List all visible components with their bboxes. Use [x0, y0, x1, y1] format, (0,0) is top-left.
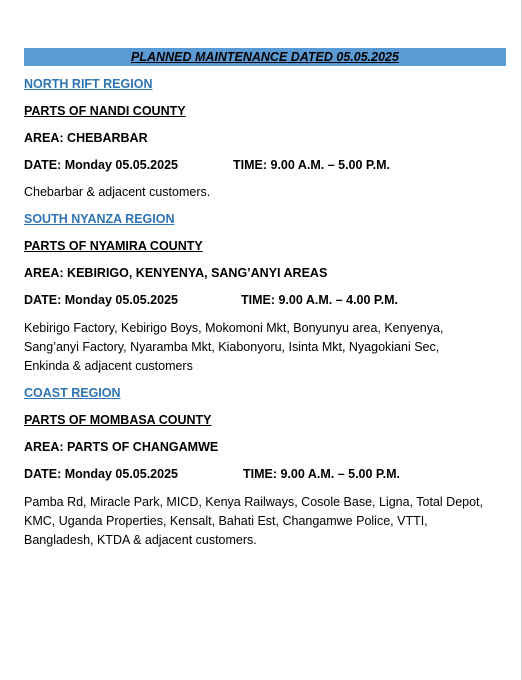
customers-line: Bangladesh, KTDA & adjacent customers.	[24, 533, 257, 547]
region-heading-coast: COAST REGION	[24, 386, 121, 400]
page-title: PLANNED MAINTENANCE DATED 05.05.2025	[24, 48, 506, 66]
customers-line: Kebirigo Factory, Kebirigo Boys, Mokomoni Mkt, Bonyunyu area, Kenyenya,	[24, 321, 444, 335]
time-label: TIME: 9.00 A.M. – 5.00 P.M.	[233, 158, 391, 172]
area-label: AREA: PARTS OF CHANGAMWE	[24, 440, 219, 454]
county-heading-nandi: PARTS OF NANDI COUNTY	[24, 104, 186, 118]
time-label: TIME: 9.00 A.M. – 5.00 P.M.	[243, 467, 401, 481]
customers-line: Enkinda & adjacent customers	[24, 359, 193, 373]
county-heading-nyamira: PARTS OF NYAMIRA COUNTY	[24, 239, 203, 253]
customers-line: KMC, Uganda Properties, Kensalt, Bahati Est, Changamwe Police, VTTI,	[24, 514, 428, 528]
customers-line: Pamba Rd, Miracle Park, MICD, Kenya Railways, Cosole Base, Ligna, Total Depot,	[24, 495, 483, 509]
area-label: AREA: CHEBARBAR	[24, 131, 148, 145]
time-label: TIME: 9.00 A.M. – 4.00 P.M.	[241, 293, 399, 307]
county-heading-mombasa: PARTS OF MOMBASA COUNTY	[24, 413, 212, 427]
region-heading-south-nyanza: SOUTH NYANZA REGION	[24, 212, 175, 226]
customers-line: Sang’anyi Factory, Nyaramba Mkt, Kiabonyoru, Isinta Mkt, Nyagokiani Sec,	[24, 340, 440, 354]
date-label: DATE: Monday 05.05.2025	[24, 467, 178, 481]
customers-line: Chebarbar & adjacent customers.	[24, 185, 211, 199]
region-heading-north-rift: NORTH RIFT REGION	[24, 77, 153, 91]
date-label: DATE: Monday 05.05.2025	[24, 293, 178, 307]
area-label: AREA: KEBIRIGO, KENYENYA, SANG’ANYI AREAS	[24, 266, 328, 280]
date-label: DATE: Monday 05.05.2025	[24, 158, 178, 172]
